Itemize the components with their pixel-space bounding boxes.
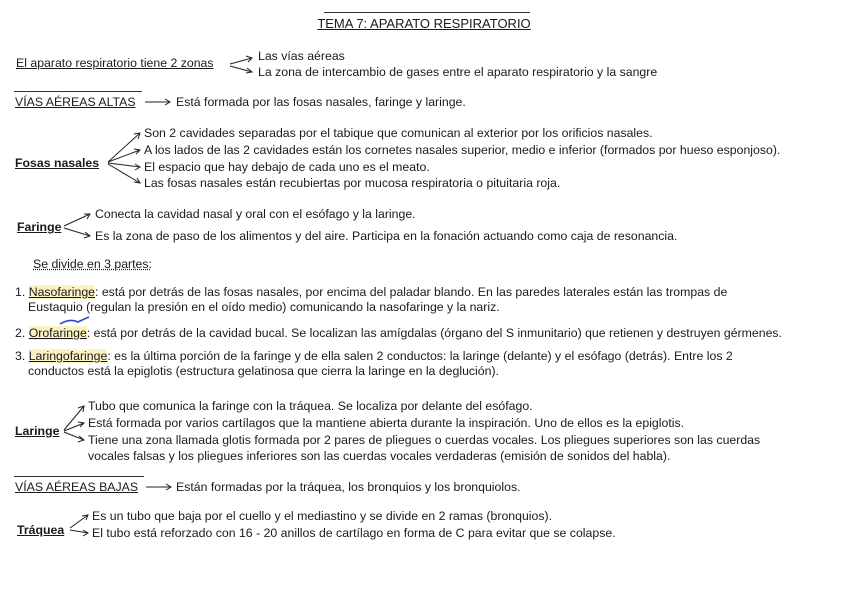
altas-heading: VÍAS AÉREAS ALTAS bbox=[15, 95, 136, 109]
part-2-name: Orofaringe bbox=[28, 326, 87, 340]
intro-label: El aparato respiratorio tiene 2 zonas bbox=[16, 56, 214, 70]
intro-item-2: La zona de intercambio de gases entre el aparato respiratorio y la sangre bbox=[258, 65, 658, 79]
bajas-heading: VÍAS AÉREAS BAJAS bbox=[15, 480, 139, 494]
traquea-item-2: El tubo está reforzado con 16 - 20 anillos de cartílago en forma de C para evitar que se colapse. bbox=[92, 526, 616, 540]
laringe-item-3-cont: vocales falsas y los pliegues inferiores son las cuerdas vocales verdaderas (emisión de sonidos del habla). bbox=[88, 449, 671, 463]
bajas-desc: Están formadas por la tráquea, los bronquios y los bronquiolos. bbox=[176, 480, 521, 494]
altas-desc: Está formada por las fosas nasales, faringe y laringe. bbox=[176, 95, 466, 109]
intro-item-1: Las vías aéreas bbox=[258, 49, 345, 63]
traquea-item-1: Es un tubo que baja por el cuello y el mediastino y se divide en 2 ramas (bronquios). bbox=[92, 509, 553, 523]
traquea-label: Tráquea bbox=[17, 523, 65, 537]
fosas-item-1: Son 2 cavidades separadas por el tabique que comunican al exterior por los orificios nasales. bbox=[144, 126, 653, 140]
part-3-name: Laringofaringe bbox=[28, 349, 108, 363]
laringe-item-3: Tiene una zona llamada glotis formada por 2 pares de pliegues o cuerdas vocales. Los pliegues superiores son las cuerdas bbox=[88, 433, 761, 447]
faringe-item-2: Es la zona de paso de los alimentos y del aire. Participa en la fonación actuando como caja de resonancia. bbox=[95, 229, 678, 243]
fosas-item-4: Las fosas nasales están recubiertas por mucosa respiratoria o pituitaria roja. bbox=[144, 176, 561, 190]
fosas-item-2: A los lados de las 2 cavidades están los cornetes nasales superior, medio e inferior (formados por hueso esponjoso). bbox=[144, 143, 781, 157]
part-3-line-1: 3. Laringofaringe: es la última porción de la faringe y de ella salen 2 conductos: la laringe (delante) y el esófago (detrás). Entre los 2 bbox=[15, 349, 733, 363]
part-1-line-1: 1. Nasofaringe: está por detrás de las fosas nasales, por encima del paladar blando. En las paredes laterales están las trompas de bbox=[15, 285, 728, 299]
bajas-overline bbox=[14, 476, 144, 477]
fosas-item-3: El espacio que hay debajo de cada uno es el meato. bbox=[144, 160, 430, 174]
altas-overline bbox=[14, 91, 142, 92]
faringe-item-1: Conecta la cavidad nasal y oral con el esófago y la laringe. bbox=[95, 207, 416, 221]
part-3-line-2: conductos está la epiglotis (estructura gelatinosa que cierra la laringe en la deglución). bbox=[28, 364, 499, 378]
laringe-label: Laringe bbox=[15, 424, 60, 438]
laringe-item-2: Está formada por varios cartílagos que la mantiene abierta durante la inspiración. Uno de ellos es la epiglotis. bbox=[88, 416, 685, 430]
faringe-divide: Se divide en 3 partes: bbox=[33, 257, 152, 271]
part-2-line-1: 2. Orofaringe: está por detrás de la cavidad bucal. Se localizan las amígdalas (órgano del S inmunitario) que retienen y destruyen gérmenes. bbox=[15, 326, 782, 340]
fosas-label: Fosas nasales bbox=[15, 156, 100, 170]
faringe-label: Faringe bbox=[17, 220, 62, 234]
part-1-name: Nasofaringe bbox=[28, 285, 95, 299]
page-title: TEMA 7: APARATO RESPIRATORIO bbox=[0, 16, 848, 31]
laringe-item-1: Tubo que comunica la faringe con la tráquea. Se localiza por delante del esófago. bbox=[88, 399, 533, 413]
part-1-line-2: Eustaquio (regulan la presión en el oído medio) comunicando la nasofaringe y la nariz. bbox=[28, 300, 500, 314]
